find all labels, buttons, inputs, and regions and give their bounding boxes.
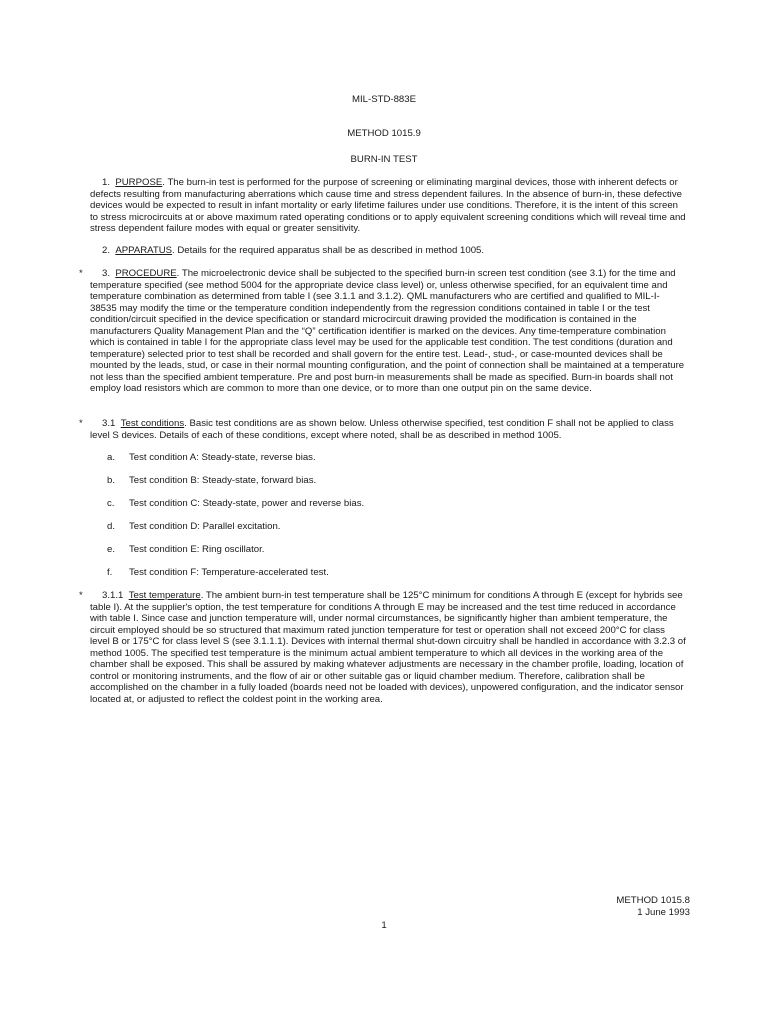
list-item-label: c. xyxy=(107,498,115,509)
list-item-text: Test condition C: Steady-state, power and reverse bias. xyxy=(129,498,365,509)
list-item xyxy=(107,475,316,487)
section-text: . Details for the required apparatus shall be as described in method 1005. xyxy=(172,245,485,256)
procedure-paragraph xyxy=(90,268,686,395)
section-number: 1. xyxy=(102,177,111,188)
list-item-text: Test condition E: Ring oscillator. xyxy=(129,544,265,555)
list-item xyxy=(107,498,364,510)
change-marker: * xyxy=(79,590,83,601)
section-number: 3. xyxy=(102,268,111,279)
test-conditions-paragraph xyxy=(90,418,686,441)
section-number: 3.1 xyxy=(102,418,116,429)
list-item-label: d. xyxy=(107,521,116,532)
section-text: . The ambient burn-in test temperature shall be 125°C minimum for conditions A through E (except for hybrids see table I). At the supplier's option, the test temperature for conditions A through E may be increased and the test time reduced in accordance with table I. Since case and junction temperature will, under normal circumstances, be significantly higher than ambient temperature, the circuit employed should be so structured that maximum rated junction temperature for test or operation shall not exceed 200°C for class level B or 175°C for class level S (see 3.1.1.1). Devices with internal thermal shut-down circuitry shall be handled in accordance with 3.2.3 of method 1005. The specified test temperature is the minimum actual ambient temperature to which all devices in the working area of the chamber shall be exposed. This shall be assured by making whatever adjustments are necessary in the chamber profile, loading, location of control or monitoring instruments, and the flow of air or other suitable gas or liquid chamber medium. Therefore, calibration shall be accomplished on the chamber in a fully loaded (boards need not be loaded with devices), unpowered configuration, and the indicator sensor located at, or adjusted to reflect the coldest point in the working area. xyxy=(90,590,686,705)
list-item-text: Test condition B: Steady-state, forward bias. xyxy=(129,475,317,486)
list-item xyxy=(107,544,264,556)
apparatus-paragraph xyxy=(90,245,686,257)
section-heading: Test temperature xyxy=(128,590,201,601)
footer-date: 1 June 1993 xyxy=(637,907,690,918)
list-item-text: Test condition A: Steady-state, reverse bias. xyxy=(129,452,316,463)
list-item-label: a. xyxy=(107,452,116,463)
test-temperature-paragraph xyxy=(90,590,686,705)
section-text: . Basic test conditions are as shown below. Unless otherwise specified, test condition F shall not be applied to class level S devices. Details of each of these conditions, except where noted, shall be as described in method 1005. xyxy=(90,418,674,441)
list-item xyxy=(107,452,316,464)
list-item-text: Test condition F: Temperature-accelerated test. xyxy=(129,567,329,578)
section-text: . The burn-in test is performed for the purpose of screening or eliminating marginal devices, those with inherent defects or defects resulting from manufacturing aberrations which cause time and stress dependent failures. In the absence of burn-in, these defective devices would be expected to result in infant mortality or early lifetime failures under use conditions. Therefore, it is the intent of this screen to stress microcircuits at or above maximum rated operating conditions or to apply equivalent screening conditions which will reveal time and stress dependent failure modes with equal or greater sensitivity. xyxy=(90,177,686,234)
method-number: METHOD 1015.9 xyxy=(347,128,421,139)
list-item-label: f. xyxy=(107,567,113,578)
standard-number: MIL-STD-883E xyxy=(352,94,416,105)
page-number: 1 xyxy=(381,920,387,931)
list-item xyxy=(107,567,329,579)
list-item-text: Test condition D: Parallel excitation. xyxy=(129,521,281,532)
purpose-paragraph xyxy=(90,177,686,235)
section-text: . The microelectronic device shall be subjected to the specified burn-in screen test condition (see 3.1) for the time and temperature specified (see method 5004 for the appropriate device class level) or, unless otherwise specified, for an equivalent time and temperature combination as determined from table I (see 3.1.1 and 3.1.2). QML manufacturers who are certified and qualified to MIL-I-38535 may modify the time or the temperature condition independently from the regression conditions contained in table I or the test condition/circuit specified in the device specification or standard microcircuit drawing provided the modification is contained in the manufacturers Quality Management Plan and the “Q” certification identifier is marked on the devices. Any time-temperature combination which is contained in table I for the appropriate class level may be used for the applicable test condition. The test conditions (duration and temperature) selected prior to test shall be recorded and shall govern for the entire test. Lead-, stud-, or case-mounted devices shall be mounted by the leads, stud, or case in their normal mounting configuration, and the point of connection shall be maintained at a temperature not less than the specified ambient temperature. Pre and post burn-in measurements shall be made as specified. Burn-in boards shall not employ load resistors which are common to more than one device, or to more than one output pin on the same device. xyxy=(90,268,685,394)
section-heading: PROCEDURE xyxy=(115,268,177,279)
section-heading: APPARATUS xyxy=(115,245,173,256)
section-number: 3.1.1 xyxy=(102,590,124,601)
list-item xyxy=(107,521,280,533)
change-marker: * xyxy=(79,418,83,429)
list-item-label: e. xyxy=(107,544,116,555)
footer-method: METHOD 1015.8 xyxy=(616,895,690,906)
page-title: BURN-IN TEST xyxy=(350,154,418,165)
section-heading: PURPOSE xyxy=(115,177,163,188)
section-heading: Test conditions xyxy=(120,418,185,429)
change-marker: * xyxy=(79,268,83,279)
list-item-label: b. xyxy=(107,475,116,486)
section-number: 2. xyxy=(102,245,111,256)
